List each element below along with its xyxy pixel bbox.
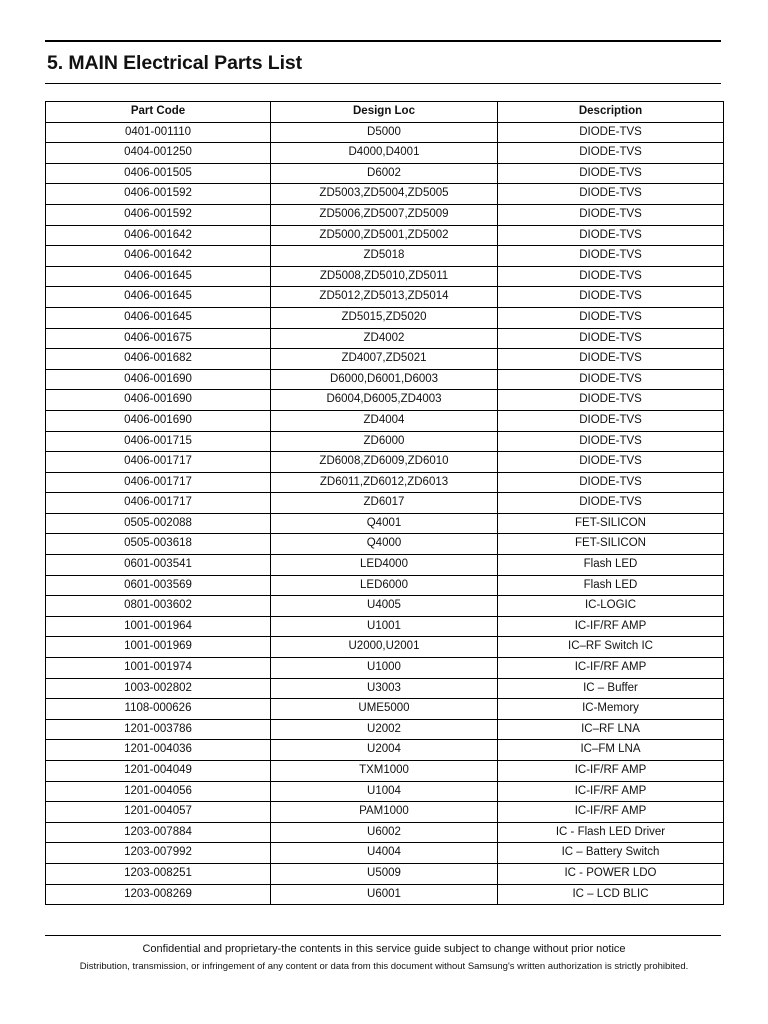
top-rule xyxy=(45,40,721,42)
cell-design-loc: ZD4007,ZD5021 xyxy=(271,349,498,370)
cell-description: DIODE-TVS xyxy=(498,122,724,143)
table-row xyxy=(46,452,724,473)
cell-design-loc: PAM1000 xyxy=(271,802,498,823)
footer-distribution-notice: Distribution, transmission, or infringement of any content or data from this document without Samsung's written authorization is strictly prohibited. xyxy=(79,961,689,972)
cell-part-code: 1001-001974 xyxy=(46,658,271,679)
cell-description: IC-IF/RF AMP xyxy=(498,658,724,679)
cell-part-code: 0401-001110 xyxy=(46,122,271,143)
cell-part-code: 0406-001592 xyxy=(46,204,271,225)
cell-description: DIODE-TVS xyxy=(498,390,724,411)
cell-description: IC-IF/RF AMP xyxy=(498,802,724,823)
table-row xyxy=(46,122,724,143)
cell-part-code: 0406-001642 xyxy=(46,246,271,267)
cell-design-loc: ZD5018 xyxy=(271,246,498,267)
header-part-code: Part Code xyxy=(46,102,271,123)
cell-description: IC-IF/RF AMP xyxy=(498,761,724,782)
cell-description: DIODE-TVS xyxy=(498,431,724,452)
cell-description: DIODE-TVS xyxy=(498,225,724,246)
cell-part-code: 0801-003602 xyxy=(46,596,271,617)
cell-design-loc: LED6000 xyxy=(271,575,498,596)
cell-part-code: 1203-007992 xyxy=(46,843,271,864)
table-row xyxy=(46,596,724,617)
parts-table-body xyxy=(46,122,724,905)
cell-description: DIODE-TVS xyxy=(498,287,724,308)
table-row xyxy=(46,225,724,246)
table-row xyxy=(46,822,724,843)
cell-design-loc: ZD6011,ZD6012,ZD6013 xyxy=(271,472,498,493)
cell-design-loc: D6004,D6005,ZD4003 xyxy=(271,390,498,411)
cell-design-loc: LED4000 xyxy=(271,555,498,576)
cell-design-loc: ZD5012,ZD5013,ZD5014 xyxy=(271,287,498,308)
page-title: 5. MAIN Electrical Parts List xyxy=(47,52,303,74)
table-row xyxy=(46,678,724,699)
cell-part-code: 1201-004049 xyxy=(46,761,271,782)
cell-part-code: 1201-003786 xyxy=(46,719,271,740)
cell-description: IC-Memory xyxy=(498,699,724,720)
cell-description: DIODE-TVS xyxy=(498,143,724,164)
cell-description: DIODE-TVS xyxy=(498,472,724,493)
cell-description: DIODE-TVS xyxy=(498,163,724,184)
cell-part-code: 0406-001505 xyxy=(46,163,271,184)
cell-design-loc: D5000 xyxy=(271,122,498,143)
cell-design-loc: D6002 xyxy=(271,163,498,184)
header-design-loc: Design Loc xyxy=(271,102,498,123)
cell-part-code: 0404-001250 xyxy=(46,143,271,164)
cell-design-loc: U2002 xyxy=(271,719,498,740)
table-row xyxy=(46,699,724,720)
cell-design-loc: U6001 xyxy=(271,884,498,905)
cell-design-loc: TXM1000 xyxy=(271,761,498,782)
table-row xyxy=(46,863,724,884)
table-row xyxy=(46,740,724,761)
cell-part-code: 1003-002802 xyxy=(46,678,271,699)
cell-description: FET-SILICON xyxy=(498,534,724,555)
cell-part-code: 0406-001717 xyxy=(46,472,271,493)
cell-description: DIODE-TVS xyxy=(498,369,724,390)
cell-description: DIODE-TVS xyxy=(498,246,724,267)
cell-description: IC–FM LNA xyxy=(498,740,724,761)
cell-design-loc: D4000,D4001 xyxy=(271,143,498,164)
cell-description: IC - Flash LED Driver xyxy=(498,822,724,843)
table-row xyxy=(46,307,724,328)
table-row xyxy=(46,349,724,370)
cell-part-code: 1201-004057 xyxy=(46,802,271,823)
cell-description: DIODE-TVS xyxy=(498,349,724,370)
cell-description: IC – Buffer xyxy=(498,678,724,699)
cell-design-loc: D6000,D6001,D6003 xyxy=(271,369,498,390)
table-row xyxy=(46,493,724,514)
cell-part-code: 0406-001645 xyxy=(46,266,271,287)
table-row xyxy=(46,287,724,308)
title-underline xyxy=(45,83,721,84)
cell-design-loc: U5009 xyxy=(271,863,498,884)
table-row xyxy=(46,143,724,164)
cell-design-loc: U1001 xyxy=(271,616,498,637)
cell-description: DIODE-TVS xyxy=(498,410,724,431)
table-row xyxy=(46,658,724,679)
cell-description: Flash LED xyxy=(498,575,724,596)
cell-part-code: 0406-001717 xyxy=(46,493,271,514)
table-row xyxy=(46,534,724,555)
cell-design-loc: ZD4002 xyxy=(271,328,498,349)
cell-part-code: 0406-001690 xyxy=(46,369,271,390)
cell-description: DIODE-TVS xyxy=(498,307,724,328)
cell-design-loc: ZD5000,ZD5001,ZD5002 xyxy=(271,225,498,246)
cell-part-code: 1201-004056 xyxy=(46,781,271,802)
table-row xyxy=(46,266,724,287)
table-row xyxy=(46,410,724,431)
cell-part-code: 1203-007884 xyxy=(46,822,271,843)
cell-part-code: 0406-001715 xyxy=(46,431,271,452)
table-row xyxy=(46,204,724,225)
cell-part-code: 0406-001690 xyxy=(46,410,271,431)
cell-description: IC-IF/RF AMP xyxy=(498,616,724,637)
cell-description: DIODE-TVS xyxy=(498,266,724,287)
cell-description: FET-SILICON xyxy=(498,513,724,534)
cell-part-code: 1001-001969 xyxy=(46,637,271,658)
table-row xyxy=(46,781,724,802)
cell-part-code: 0601-003569 xyxy=(46,575,271,596)
cell-part-code: 1201-004036 xyxy=(46,740,271,761)
cell-design-loc: ZD5003,ZD5004,ZD5005 xyxy=(271,184,498,205)
cell-design-loc: ZD6008,ZD6009,ZD6010 xyxy=(271,452,498,473)
parts-table-header xyxy=(46,102,724,123)
cell-design-loc: ZD5008,ZD5010,ZD5011 xyxy=(271,266,498,287)
header-description: Description xyxy=(498,102,724,123)
cell-part-code: 1001-001964 xyxy=(46,616,271,637)
cell-part-code: 0406-001682 xyxy=(46,349,271,370)
cell-description: DIODE-TVS xyxy=(498,328,724,349)
table-row xyxy=(46,328,724,349)
cell-design-loc: ZD5006,ZD5007,ZD5009 xyxy=(271,204,498,225)
cell-part-code: 1203-008269 xyxy=(46,884,271,905)
cell-part-code: 0505-003618 xyxy=(46,534,271,555)
cell-design-loc: U4004 xyxy=(271,843,498,864)
footer-rule xyxy=(45,935,721,936)
cell-design-loc: Q4000 xyxy=(271,534,498,555)
cell-description: IC – LCD BLIC xyxy=(498,884,724,905)
header-row xyxy=(46,102,724,123)
table-row xyxy=(46,555,724,576)
cell-part-code: 0406-001645 xyxy=(46,287,271,308)
cell-design-loc: U2000,U2001 xyxy=(271,637,498,658)
cell-design-loc: ZD4004 xyxy=(271,410,498,431)
cell-description: IC–RF Switch IC xyxy=(498,637,724,658)
table-row xyxy=(46,884,724,905)
cell-description: IC – Battery Switch xyxy=(498,843,724,864)
cell-design-loc: U1000 xyxy=(271,658,498,679)
cell-part-code: 0406-001592 xyxy=(46,184,271,205)
cell-design-loc: ZD6000 xyxy=(271,431,498,452)
cell-part-code: 0406-001645 xyxy=(46,307,271,328)
parts-table xyxy=(45,101,724,905)
cell-design-loc: U1004 xyxy=(271,781,498,802)
cell-part-code: 0406-001690 xyxy=(46,390,271,411)
table-row xyxy=(46,719,724,740)
table-row xyxy=(46,575,724,596)
cell-description: Flash LED xyxy=(498,555,724,576)
cell-design-loc: Q4001 xyxy=(271,513,498,534)
table-row xyxy=(46,513,724,534)
table-row xyxy=(46,637,724,658)
table-row xyxy=(46,472,724,493)
table-row xyxy=(46,761,724,782)
cell-design-loc: U2004 xyxy=(271,740,498,761)
cell-part-code: 1203-008251 xyxy=(46,863,271,884)
table-row xyxy=(46,431,724,452)
table-row xyxy=(46,163,724,184)
table-row xyxy=(46,184,724,205)
cell-design-loc: U6002 xyxy=(271,822,498,843)
cell-design-loc: ZD5015,ZD5020 xyxy=(271,307,498,328)
cell-design-loc: U4005 xyxy=(271,596,498,617)
table-row xyxy=(46,616,724,637)
cell-description: DIODE-TVS xyxy=(498,204,724,225)
cell-description: DIODE-TVS xyxy=(498,452,724,473)
cell-description: IC-IF/RF AMP xyxy=(498,781,724,802)
table-row xyxy=(46,843,724,864)
cell-design-loc: U3003 xyxy=(271,678,498,699)
cell-part-code: 0406-001642 xyxy=(46,225,271,246)
cell-description: DIODE-TVS xyxy=(498,493,724,514)
cell-description: IC - POWER LDO xyxy=(498,863,724,884)
footer-confidential-notice: Confidential and proprietary-the contents in this service guide subject to change without prior notice xyxy=(142,943,626,955)
cell-part-code: 1108-000626 xyxy=(46,699,271,720)
table-row xyxy=(46,246,724,267)
cell-part-code: 0406-001675 xyxy=(46,328,271,349)
cell-part-code: 0505-002088 xyxy=(46,513,271,534)
table-row xyxy=(46,369,724,390)
cell-design-loc: ZD6017 xyxy=(271,493,498,514)
cell-description: IC–RF LNA xyxy=(498,719,724,740)
cell-part-code: 0406-001717 xyxy=(46,452,271,473)
cell-description: DIODE-TVS xyxy=(498,184,724,205)
table-row xyxy=(46,802,724,823)
cell-design-loc: UME5000 xyxy=(271,699,498,720)
cell-description: IC-LOGIC xyxy=(498,596,724,617)
cell-part-code: 0601-003541 xyxy=(46,555,271,576)
table-row xyxy=(46,390,724,411)
